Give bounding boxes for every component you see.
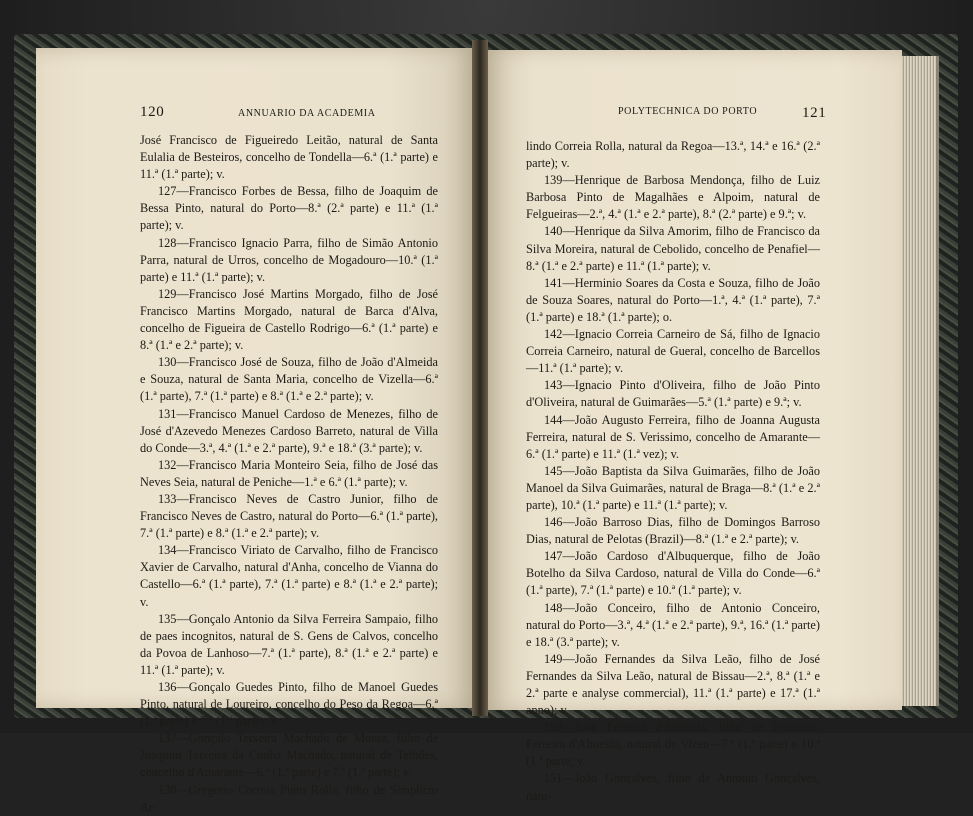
entry-paragraph: 128—Francisco Ignacio Parra, filho de Simão Antonio Parra, natural de Urros, concelho de Mogadouro—10.ª (1.ª parte) e 11.ª (1.ª parte); v. xyxy=(140,235,438,284)
entry-paragraph: lindo Correia Rolla, natural da Regoa—13.ª, 14.ª e 16.ª (2.ª parte); v. xyxy=(526,139,820,171)
entry-paragraph: 131—Francisco Manuel Cardoso de Menezes, filho de José d'Azevedo Menezes Cardoso Barreto, natural de Villa do Conde—3.ª, 4.ª (1.ª e 2.ª parte), 9.ª e 18.ª (3.ª parte); v. xyxy=(140,406,438,455)
entry-paragraph: 141—Herminio Soares da Costa e Souza, filho de João de Souza Soares, natural do Porto—1.ª, 4.ª (1.ª parte), 7.ª (1.ª parte) e 18.ª (1.ª parte); o. xyxy=(526,275,820,324)
entry-paragraph: 140—Henrique da Silva Amorim, filho de Francisco da Silva Moreira, natural de Cebolido, concelho de Penafiel—8.ª (1.ª e 2.ª parte) e 11.ª (1.ª parte); v. xyxy=(526,224,820,273)
entry-paragraph: 150—João Ferreira d'Almeida, filho de Francisco Ferreira d'Almeida, natural de Vizeu—7.ª (1.ª parte) e 10.ª (1.ª parte; v. xyxy=(526,720,820,769)
right-page-number: 121 xyxy=(802,105,827,121)
left-page xyxy=(36,48,476,814)
entry-paragraph: 151—João Gonçalves, filho de Antonio Gonçalves, natu- xyxy=(526,771,820,803)
entry-paragraph: 144—João Augusto Ferreira, filho de Joanna Augusta Ferreira, natural de S. Verissimo, concelho de Amarante—6.ª (1.ª parte) e 11.ª (1.ª vez); v. xyxy=(526,412,820,461)
right-page xyxy=(484,50,902,803)
entry-paragraph: 133—Francisco Neves de Castro Junior, filho de Francisco Neves de Castro, natural do Porto—6.ª (1.ª parte), 7.ª (1.ª parte) e 8.ª (1.ª e 2.ª parte); v. xyxy=(140,491,438,541)
entry-paragraph: 135—Gonçalo Antonio da Silva Ferreira Sampaio, filho de paes incognitos, natural de S. Gens de Calvos, concelho da Povoa de Lanhoso—7.ª (1.ª parte), 8.ª (1.ª e 2.ª parte) e 11.ª (1.ª parte); v. xyxy=(140,611,438,677)
entry-paragraph: 146—João Barroso Dias, filho de Domingos Barroso Dias, natural de Pelotas (Brazil)—8.ª (1.ª e 2.ª parte); v. xyxy=(526,515,820,547)
entry-paragraph: 147—João Cardoso d'Albuquerque, filho de João Botelho da Silva Cardoso, natural de Villa do Conde—6.ª (1.ª parte), 7.ª (1.ª parte) e 10.ª (1.ª parte); v. xyxy=(526,549,820,598)
entry-paragraph: 149—João Fernandes da Silva Leão, filho de José Fernandes da Silva Leão, natural de Bissau—2.ª, 8.ª (1.ª e 2.ª parte e analyse commercial), 11.ª (1.ª parte) e 17.ª (1.ª anno); v. xyxy=(526,651,820,718)
entry-paragraph: 130—Francisco José de Souza, filho de João d'Almeida e Souza, natural de Santa Maria, concelho de Vizella—6.ª (1.ª parte), 7.ª (1.ª parte) e 8.ª (1.ª e 2.ª parte); v. xyxy=(140,355,438,404)
right-running-head: POLYTECHNICA DO PORTO xyxy=(618,106,758,117)
entry-paragraph: José Francisco de Figueiredo Leitão, natural de Santa Eulalia de Besteiros, concelho de Tondella—6.ª (1.ª parte) e 11.ª (1.ª parte); v. xyxy=(140,133,438,182)
entry-paragraph: 145—João Baptista da Silva Guimarães, filho de João Manoel da Silva Guimarães, natural de Braga—8.ª (1.ª e 2.ª parte), 10.ª (1.ª parte) e 11.ª (1.ª parte); v. xyxy=(526,463,820,512)
entry-paragraph: 142—Ignacio Correia Carneiro de Sá, filho de Ignacio Correia Carneiro, natural de Gueral, concelho de Barcellos—11.ª (1.ª parte); v. xyxy=(526,327,820,376)
entry-paragraph: 129—Francisco José Martins Morgado, filho de José Francisco Martins Morgado, natural de Barca d'Alva, concelho de Figueira de Castello Rodrigo—6.ª (1.ª parte) e 8.ª (1.ª e 2.ª parte); v. xyxy=(140,286,438,353)
entry-paragraph: 134—Francisco Viriato de Carvalho, filho de Francisco Xavier de Carvalho, natural d'Anha, concelho de Vianna do Castello—6.ª (1.ª parte), 7.ª (1.ª parte) e 8.ª (1.ª e 2.ª parte); v. xyxy=(140,543,438,609)
entry-paragraph: 127—Francisco Forbes de Bessa, filho de Joaquim de Bessa Pinto, natural do Porto—8.ª (2.ª parte) e 11.ª (1.ª parte); v. xyxy=(140,184,438,233)
entry-paragraph: 136—Gonçalo Guedes Pinto, filho de Manoel Guedes Pinto, natural de Loureiro, concelho do Peso da Regoa—6.ª (1.ª parte) e 7.ª (1.ª parte); v. xyxy=(140,680,438,729)
entry-paragraph: 132—Francisco Maria Monteiro Seia, filho de José das Neves Seia, natural de Peniche—1.ª e 6.ª (1.ª parte); v. xyxy=(140,457,438,489)
left-running-head: ANNUARIO DA ACADEMIA xyxy=(238,108,376,119)
left-page-number: 120 xyxy=(140,104,165,120)
left-page-body xyxy=(140,132,438,816)
entry-paragraph: 143—Ignacio Pinto d'Oliveira, filho de João Pinto d'Oliveira, natural de Guimarães—5.ª (1.ª parte) e 9.ª; v. xyxy=(526,378,820,410)
entry-paragraph: 138—Gregorio Correia Pinto Rolla, filho de Simplicio Ar- xyxy=(140,782,438,814)
entry-paragraph: 137—Gonçalo Teixeira Machado de Moura, filho de Joaquim Teixeira da Cunha Machado, natural de Telhões, concelho d'Amarante—6.ª (1.ª parte) e 7.ª (1.ª parte); v. xyxy=(140,731,438,780)
entry-paragraph: 139—Henrique de Barbosa Mendonça, filho de Luiz Barbosa Pinto de Magalhães e Alpoim, natural de Felgueiras—2.ª, 4.ª (1.ª e 2.ª parte), 8.ª (2.ª parte) e 9.ª; v. xyxy=(526,173,820,222)
right-page-header xyxy=(618,106,818,117)
left-page-header xyxy=(140,104,440,121)
right-page-body xyxy=(526,138,820,805)
page-edges xyxy=(902,56,939,706)
book-gutter xyxy=(472,40,488,716)
entry-paragraph: 148—João Conceiro, filho de Antonio Conceiro, natural do Porto—3.ª, 4.ª (1.ª e 2.ª parte), 9.ª, 16.ª (1.ª parte) e 18.ª (3.ª parte); v. xyxy=(526,600,820,649)
